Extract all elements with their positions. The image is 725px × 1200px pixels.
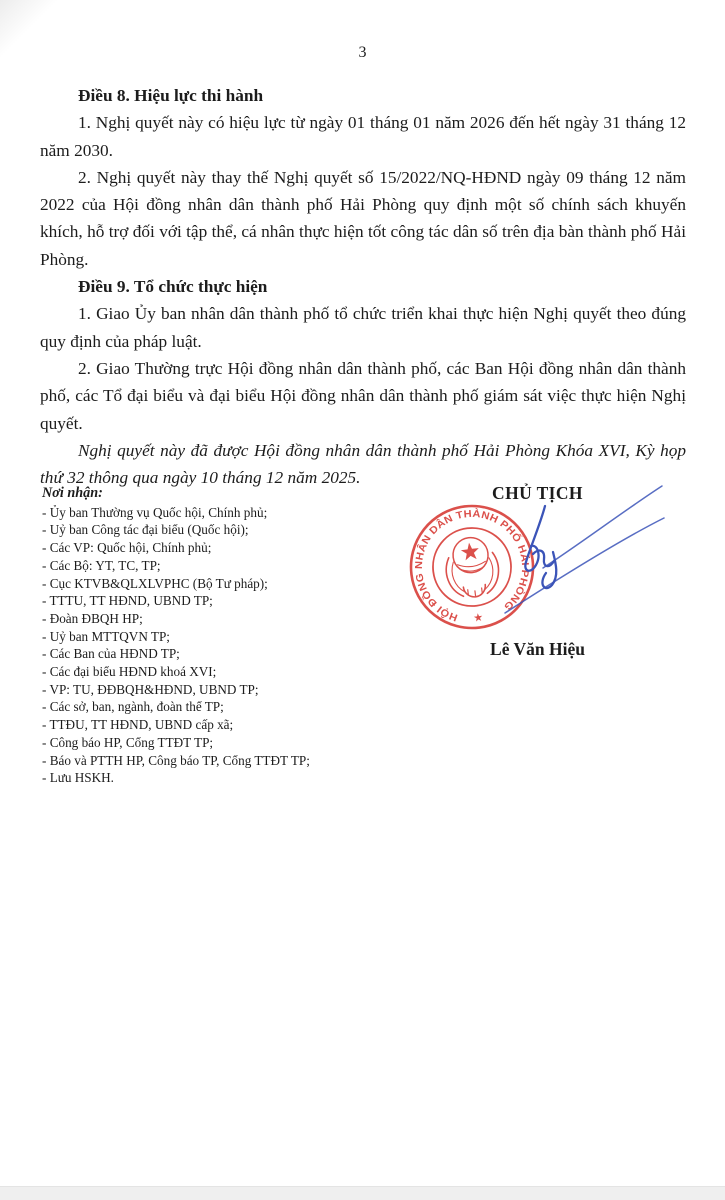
recipient-item: - VP: TU, ĐĐBQH&HĐND, UBND TP;	[42, 681, 259, 697]
recipient-item: - Các sở, ban, ngành, đoàn thể TP;	[42, 699, 224, 715]
recipient-item: - Uỷ ban MTTQVN TP;	[42, 628, 170, 644]
article-8-paragraph-2: 2. Nghị quyết này thay thế Nghị quyết số 15/2022/NQ-HĐND ngày 09 tháng 12 năm 2022 của Hội đồng nhân dân thành phố Hải Phòng quy định một số chính sách khuyến khích, hỗ trợ đối với tập thể, cá nhân thực hiện tốt công tác dân số trên địa bàn thành phố Hải Phòng.	[40, 167, 686, 269]
recipient-item: - TTTU, TT HĐND, UBND TP;	[42, 593, 213, 609]
scan-bottom-edge	[0, 1186, 725, 1200]
recipient-item: - Các Bộ: YT, TC, TP;	[42, 557, 161, 573]
recipient-item: - Đoàn ĐBQH HP;	[42, 610, 143, 626]
article-9-paragraph-1: 1. Giao Ủy ban nhân dân thành phố tổ chức triển khai thực hiện Nghị quyết theo đúng quy định của pháp luật.	[40, 304, 686, 351]
signer-title: CHỦ TỊCH	[492, 483, 583, 503]
recipient-item: - Cục KTVB&QLXLVPHC (Bộ Tư pháp);	[42, 575, 268, 591]
recipient-item: - Các Ban của HĐND TP;	[42, 646, 180, 662]
recipient-item: - Ủy ban Thường vụ Quốc hội, Chính phủ;	[42, 504, 268, 520]
article-9-paragraph-2: 2. Giao Thường trực Hội đồng nhân dân thành phố, các Ban Hội đồng nhân dân thành phố, các Tổ đại biểu và đại biểu Hội đồng nhân dân thành phố giám sát việc thực hiện Nghị quyết.	[40, 358, 686, 433]
page-number: 3	[358, 44, 367, 61]
adoption-statement: Nghị quyết này đã được Hội đồng nhân dân thành phố Hải Phòng Khóa XVI, Kỳ họp thứ 32 thông qua ngày 10 tháng 12 năm 2025.	[40, 440, 686, 488]
signer-name: Lê Văn Hiệu	[490, 639, 585, 659]
recipient-item: - Các đại biểu HĐND khoá XVI;	[42, 664, 217, 680]
seal-bottom-star-icon: ★	[472, 611, 484, 625]
article-8-heading: Điều 8. Hiệu lực thi hành	[78, 86, 264, 105]
recipient-item: - TTĐU, TT HĐND, UBND cấp xã;	[42, 717, 234, 733]
document-body	[40, 82, 686, 491]
article-9-heading: Điều 9. Tổ chức thực hiện	[78, 277, 268, 297]
recipients-block	[42, 485, 414, 787]
seal-ring-text: HỘI ĐỒNG NHÂN DÂN THÀNH PHỐ HẢI PHÒNG	[413, 508, 531, 623]
recipient-item: - Uỷ ban Công tác đại biểu (Quốc hội);	[42, 522, 249, 538]
recipients-heading: Nơi nhận:	[42, 485, 103, 501]
recipient-item: - Công báo HP, Cổng TTĐT TP;	[42, 734, 214, 750]
signature-block	[420, 483, 655, 668]
recipient-item: - Các VP: Quốc hội, Chính phủ;	[42, 540, 212, 556]
recipient-item: - Lưu HSKH.	[42, 770, 114, 786]
article-8-paragraph-1: 1. Nghị quyết này có hiệu lực từ ngày 01 tháng 01 năm 2026 đến hết ngày 31 tháng 12 năm 2030.	[40, 113, 686, 160]
recipient-item: - Báo và PTTH HP, Công báo TP, Cổng TTĐT TP;	[42, 752, 310, 768]
